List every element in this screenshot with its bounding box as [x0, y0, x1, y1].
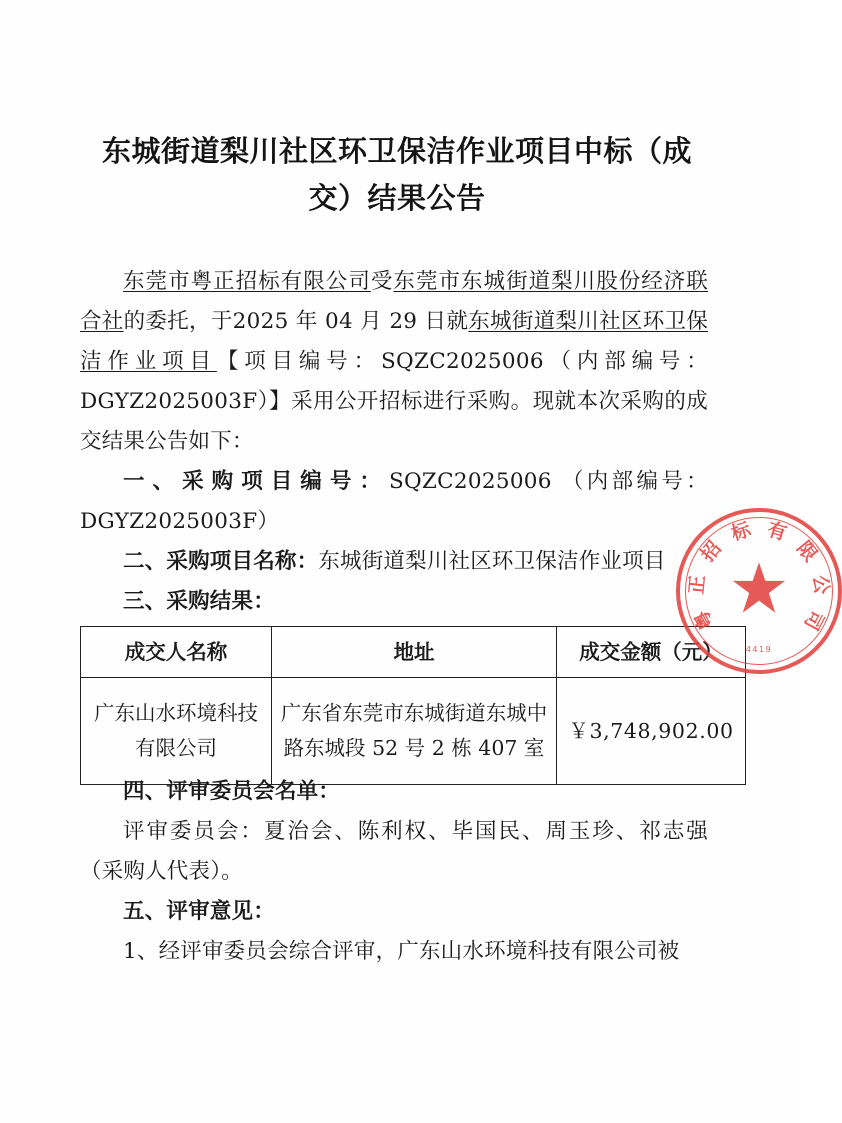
- five-pointed-star-icon: [730, 560, 788, 618]
- seal-ring-char: 限: [792, 537, 822, 566]
- section-1-body: SQZC2025006 （内部编号：DGYZ2025003F）: [80, 469, 708, 534]
- column-header-amount: 成交金额（元）: [557, 627, 746, 678]
- official-seal-stamp: [676, 500, 833, 685]
- intro-project-no: SQZC2025006: [381, 349, 544, 374]
- intro-paragraph: [80, 262, 708, 462]
- intro-project-name: 东城街道梨川社区环卫保洁作业项目: [80, 309, 709, 374]
- seal-ring-char: 司: [799, 606, 828, 634]
- section-4-heading: 四、评审委员会名单：: [123, 779, 341, 804]
- intro-connector-3: 就: [446, 309, 469, 334]
- seal-ring-char: 有: [764, 518, 790, 545]
- intro-connector-2: 的委托，于: [123, 309, 233, 334]
- column-header-winner: 成交人名称: [81, 627, 272, 678]
- table-row: [81, 678, 746, 785]
- intro-date: 2025 年 04 月 29 日: [232, 309, 447, 334]
- cell-winner-address: 广东省东莞市东城街道东城中路东城段 52 号 2 栋 407 室: [272, 678, 557, 785]
- seal-ring-text: [680, 512, 838, 670]
- seal-bottom-number: 4419: [745, 645, 773, 654]
- column-header-address: 地址: [272, 627, 557, 678]
- intro-connector-1: 受: [370, 269, 394, 294]
- section-4: [80, 772, 708, 812]
- intro-bracket-open: 【项目编号：: [216, 349, 382, 374]
- cell-winner-amount: ￥3,748,902.00: [557, 678, 746, 785]
- seal-outer-ring: [676, 508, 842, 674]
- seal-ring-char: 标: [728, 518, 754, 545]
- section-5: [80, 892, 708, 932]
- section-5-heading: 五、评审意见：: [123, 899, 275, 924]
- seal-ring-char: 招: [696, 537, 726, 566]
- section-3-heading: 三、采购结果：: [123, 589, 275, 614]
- intro-tail: 采用公开招标进行采购。现就本次采购的成交结果公告如下：: [80, 389, 708, 454]
- section-1-heading: 一、采购项目编号：: [123, 469, 389, 494]
- section-2-body: 东城街道梨川社区环卫保洁作业项目: [318, 549, 666, 574]
- document-body-upper: [80, 262, 708, 622]
- procurement-result-table: [80, 626, 746, 785]
- page-title: 东城街道梨川社区环卫保洁作业项目中标（成交）结果公告: [101, 134, 692, 215]
- seal-ring-char: 公: [808, 574, 833, 596]
- seal-inner-ring: [685, 517, 833, 665]
- intro-internal-no: DGYZ2025003F）】: [80, 389, 292, 414]
- seal-ring-char: 粤: [690, 606, 719, 634]
- section-3: [80, 582, 708, 622]
- section-2: [80, 542, 708, 582]
- intro-agency: 东莞市粤正招标有限公司: [123, 269, 371, 294]
- section-5-body-paragraph: 1、经评审委员会综合评审，广东山水环境科技有限公司被: [123, 939, 680, 964]
- cell-winner-name: 广东山水环境科技有限公司: [81, 678, 272, 785]
- seal-ring-char: 正: [685, 574, 710, 596]
- document-body-lower: [80, 772, 708, 972]
- table-header-row: [81, 627, 746, 678]
- section-1: [80, 462, 708, 542]
- intro-client: 东莞市东城街道梨川股份经济联合社: [80, 269, 709, 334]
- section-4-body-paragraph: 评审委员会：夏治会、陈利权、毕国民、周玉珍、祁志强（采购人代表）。: [80, 819, 708, 884]
- intro-internal-label: （内部编号：: [543, 349, 708, 374]
- section-2-heading: 二、采购项目名称：: [123, 549, 319, 574]
